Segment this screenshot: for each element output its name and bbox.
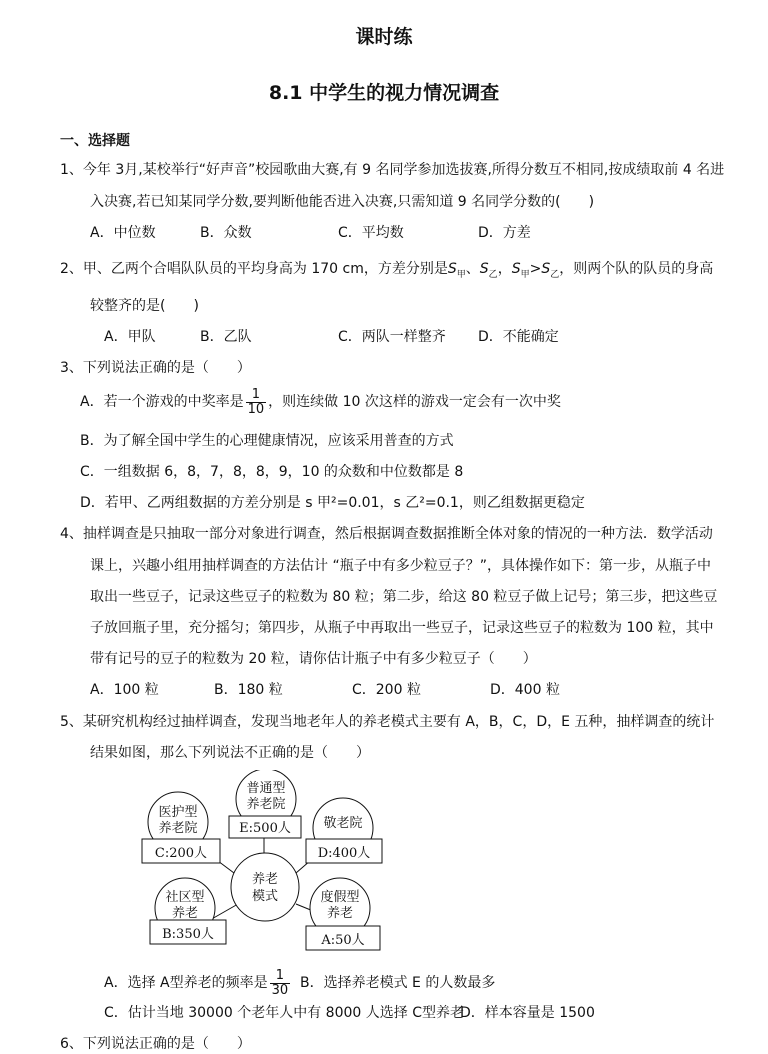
q3-option-a-post: ，则连续做 10 次这样的游戏一定会有一次中奖 <box>268 394 561 410</box>
b-count: B:350人 <box>162 927 214 942</box>
q2-variance-yi: S <box>479 261 489 277</box>
d-label-1: 敬老院 <box>323 816 363 831</box>
lesson-title: 8.1 中学生的视力情况调查 <box>268 82 500 104</box>
q5-fraction-numerator: 1 <box>270 969 291 984</box>
q2-sub-yi-2: 乙 <box>550 269 560 280</box>
q3-stem: 3、下列说法正确的是（ ） <box>60 360 251 376</box>
q4-option-b: B．180 粒 <box>214 682 283 698</box>
q5-option-d: D．样本容量是 1500 <box>460 1005 595 1021</box>
a-label-2: 养老 <box>326 906 354 921</box>
q5-option-a <box>104 966 292 1000</box>
q2-option-c: C．两队一样整齐 <box>338 329 446 345</box>
q5-fraction <box>270 969 291 998</box>
q1-stem-line1: 1、今年 3月,某校举行“好声音”校园歌曲大赛,有 9 名同学参加选拔赛,所得分数互不相同,按成绩取前 4 名进 <box>60 162 725 178</box>
q2-stem-part2: ，则两个队的队员的身高 <box>559 261 714 277</box>
c-label-2: 养老院 <box>158 821 198 836</box>
center-label-2: 模式 <box>251 889 279 904</box>
q6-stem: 6、下列说法正确的是（ ） <box>60 1036 251 1052</box>
q3-option-a-pre: A．若一个游戏的中奖率是 <box>80 394 244 410</box>
q3-option-b: B．为了解全国中学生的心理健康情况，应该采用普查的方式 <box>80 433 454 449</box>
q1-option-d: D．方差 <box>478 225 531 241</box>
q4-option-d: D．400 粒 <box>490 682 560 698</box>
q4-stem-line1: 4、抽样调查是只抽取一部分对象进行调查，然后根据调查数据推断全体对象的情况的一种方法．数学活动 <box>60 526 713 542</box>
q3-fraction <box>246 388 267 417</box>
b-label-2: 养老 <box>171 906 199 921</box>
q4-stem-line4: 子放回瓶子里，充分摇匀；第四步，从瓶子中再取出一些豆子，记录这些豆子的粒数为 100 粒，其中 <box>90 620 714 636</box>
q2-stem-line2: 较整齐的是( ) <box>90 298 199 314</box>
q4-stem-line3: 取出一些豆子，记录这些豆子的粒数为 80 粒；第二步，给这 80 粒豆子做上记号；第三步，把这些豆 <box>90 589 718 605</box>
q1-option-b: B．众数 <box>200 225 252 241</box>
q2-option-d: D．不能确定 <box>478 329 559 345</box>
q2-separator: 、 <box>465 261 480 277</box>
q1-option-a: A．中位数 <box>90 225 156 241</box>
q5-option-b: B．选择养老模式 E 的人数最多 <box>300 975 496 991</box>
q5-fraction-denominator: 30 <box>271 982 289 998</box>
q4-stem-line5: 带有记号的豆子的粒数为 20 粒，请你估计瓶子中有多少粒豆子（ ） <box>90 651 537 667</box>
elderly-care-diagram <box>0 770 768 970</box>
q2-option-b: B．乙队 <box>200 329 252 345</box>
q1-option-c: C．平均数 <box>338 225 404 241</box>
q3-fraction-denominator: 10 <box>247 401 265 417</box>
q4-option-c: C．200 粒 <box>352 682 421 698</box>
q3-option-a <box>80 386 561 418</box>
q4-option-a: A．100 粒 <box>90 682 159 698</box>
q2-greater-than: > <box>529 261 542 277</box>
q2-stem-part1: 2、甲、乙两个合唱队队员的平均身高为 170 cm，方差分别是 <box>60 261 448 277</box>
b-label-1: 社区型 <box>165 890 205 905</box>
center-circle <box>231 853 299 921</box>
q5-stem-line2: 结果如图，那么下列说法不正确的是（ ） <box>90 745 370 761</box>
q2-variance-yi-2: S <box>541 261 551 277</box>
q2-sub-jia: 甲 <box>456 269 466 280</box>
e-label-1: 普通型 <box>246 781 286 796</box>
q1-stem-line2: 入决赛,若已知某同学分数,要判断他能否进入决赛,只需知道 9 名同学分数的( ) <box>90 194 595 210</box>
q4-stem-line2: 课上，兴趣小组用抽样调查的方法估计 “瓶子中有多少粒豆子？”，具体操作如下：第一步，从瓶子中 <box>90 558 711 574</box>
q5-option-a-pre: A．选择 A型养老的频率是 <box>104 975 268 991</box>
q2-variance-jia-2: S <box>511 261 521 277</box>
e-count: E:500人 <box>239 821 291 836</box>
c-count: C:200人 <box>154 846 208 861</box>
q5-stem-line1: 5、某研究机构经过抽样调查，发现当地老年人的养老模式主要有 A，B，C，D，E 五种，抽样调查的统计 <box>60 714 715 730</box>
q2-option-a: A．甲队 <box>104 329 156 345</box>
q2-comma: ， <box>497 261 512 277</box>
a-label-1: 度假型 <box>320 890 360 905</box>
q3-option-d: D．若甲、乙两组数据的方差分别是 s 甲²=0.01，s 乙²=0.1，则乙组数据更稳定 <box>80 495 585 511</box>
section-heading: 一、选择题 <box>60 133 130 149</box>
q3-fraction-numerator: 1 <box>246 388 267 403</box>
e-label-2: 养老院 <box>246 797 286 812</box>
q2-sub-yi: 乙 <box>488 269 498 280</box>
q2-sub-jia-2: 甲 <box>520 269 530 280</box>
a-count: A:50人 <box>321 933 365 948</box>
q2-stem-line1 <box>60 259 713 285</box>
q5-option-c: C．估计当地 30000 个老年人中有 8000 人选择 C型养老 <box>104 1005 464 1021</box>
c-label-1: 医护型 <box>158 805 198 820</box>
q2-variance-jia: S <box>447 261 457 277</box>
q3-option-c: C．一组数据 6，8，7，8，8，9，10 的众数和中位数都是 8 <box>80 464 464 480</box>
center-label-1: 养老 <box>251 872 279 887</box>
d-count: D:400人 <box>317 846 371 861</box>
doc-title: 课时练 <box>355 26 413 48</box>
